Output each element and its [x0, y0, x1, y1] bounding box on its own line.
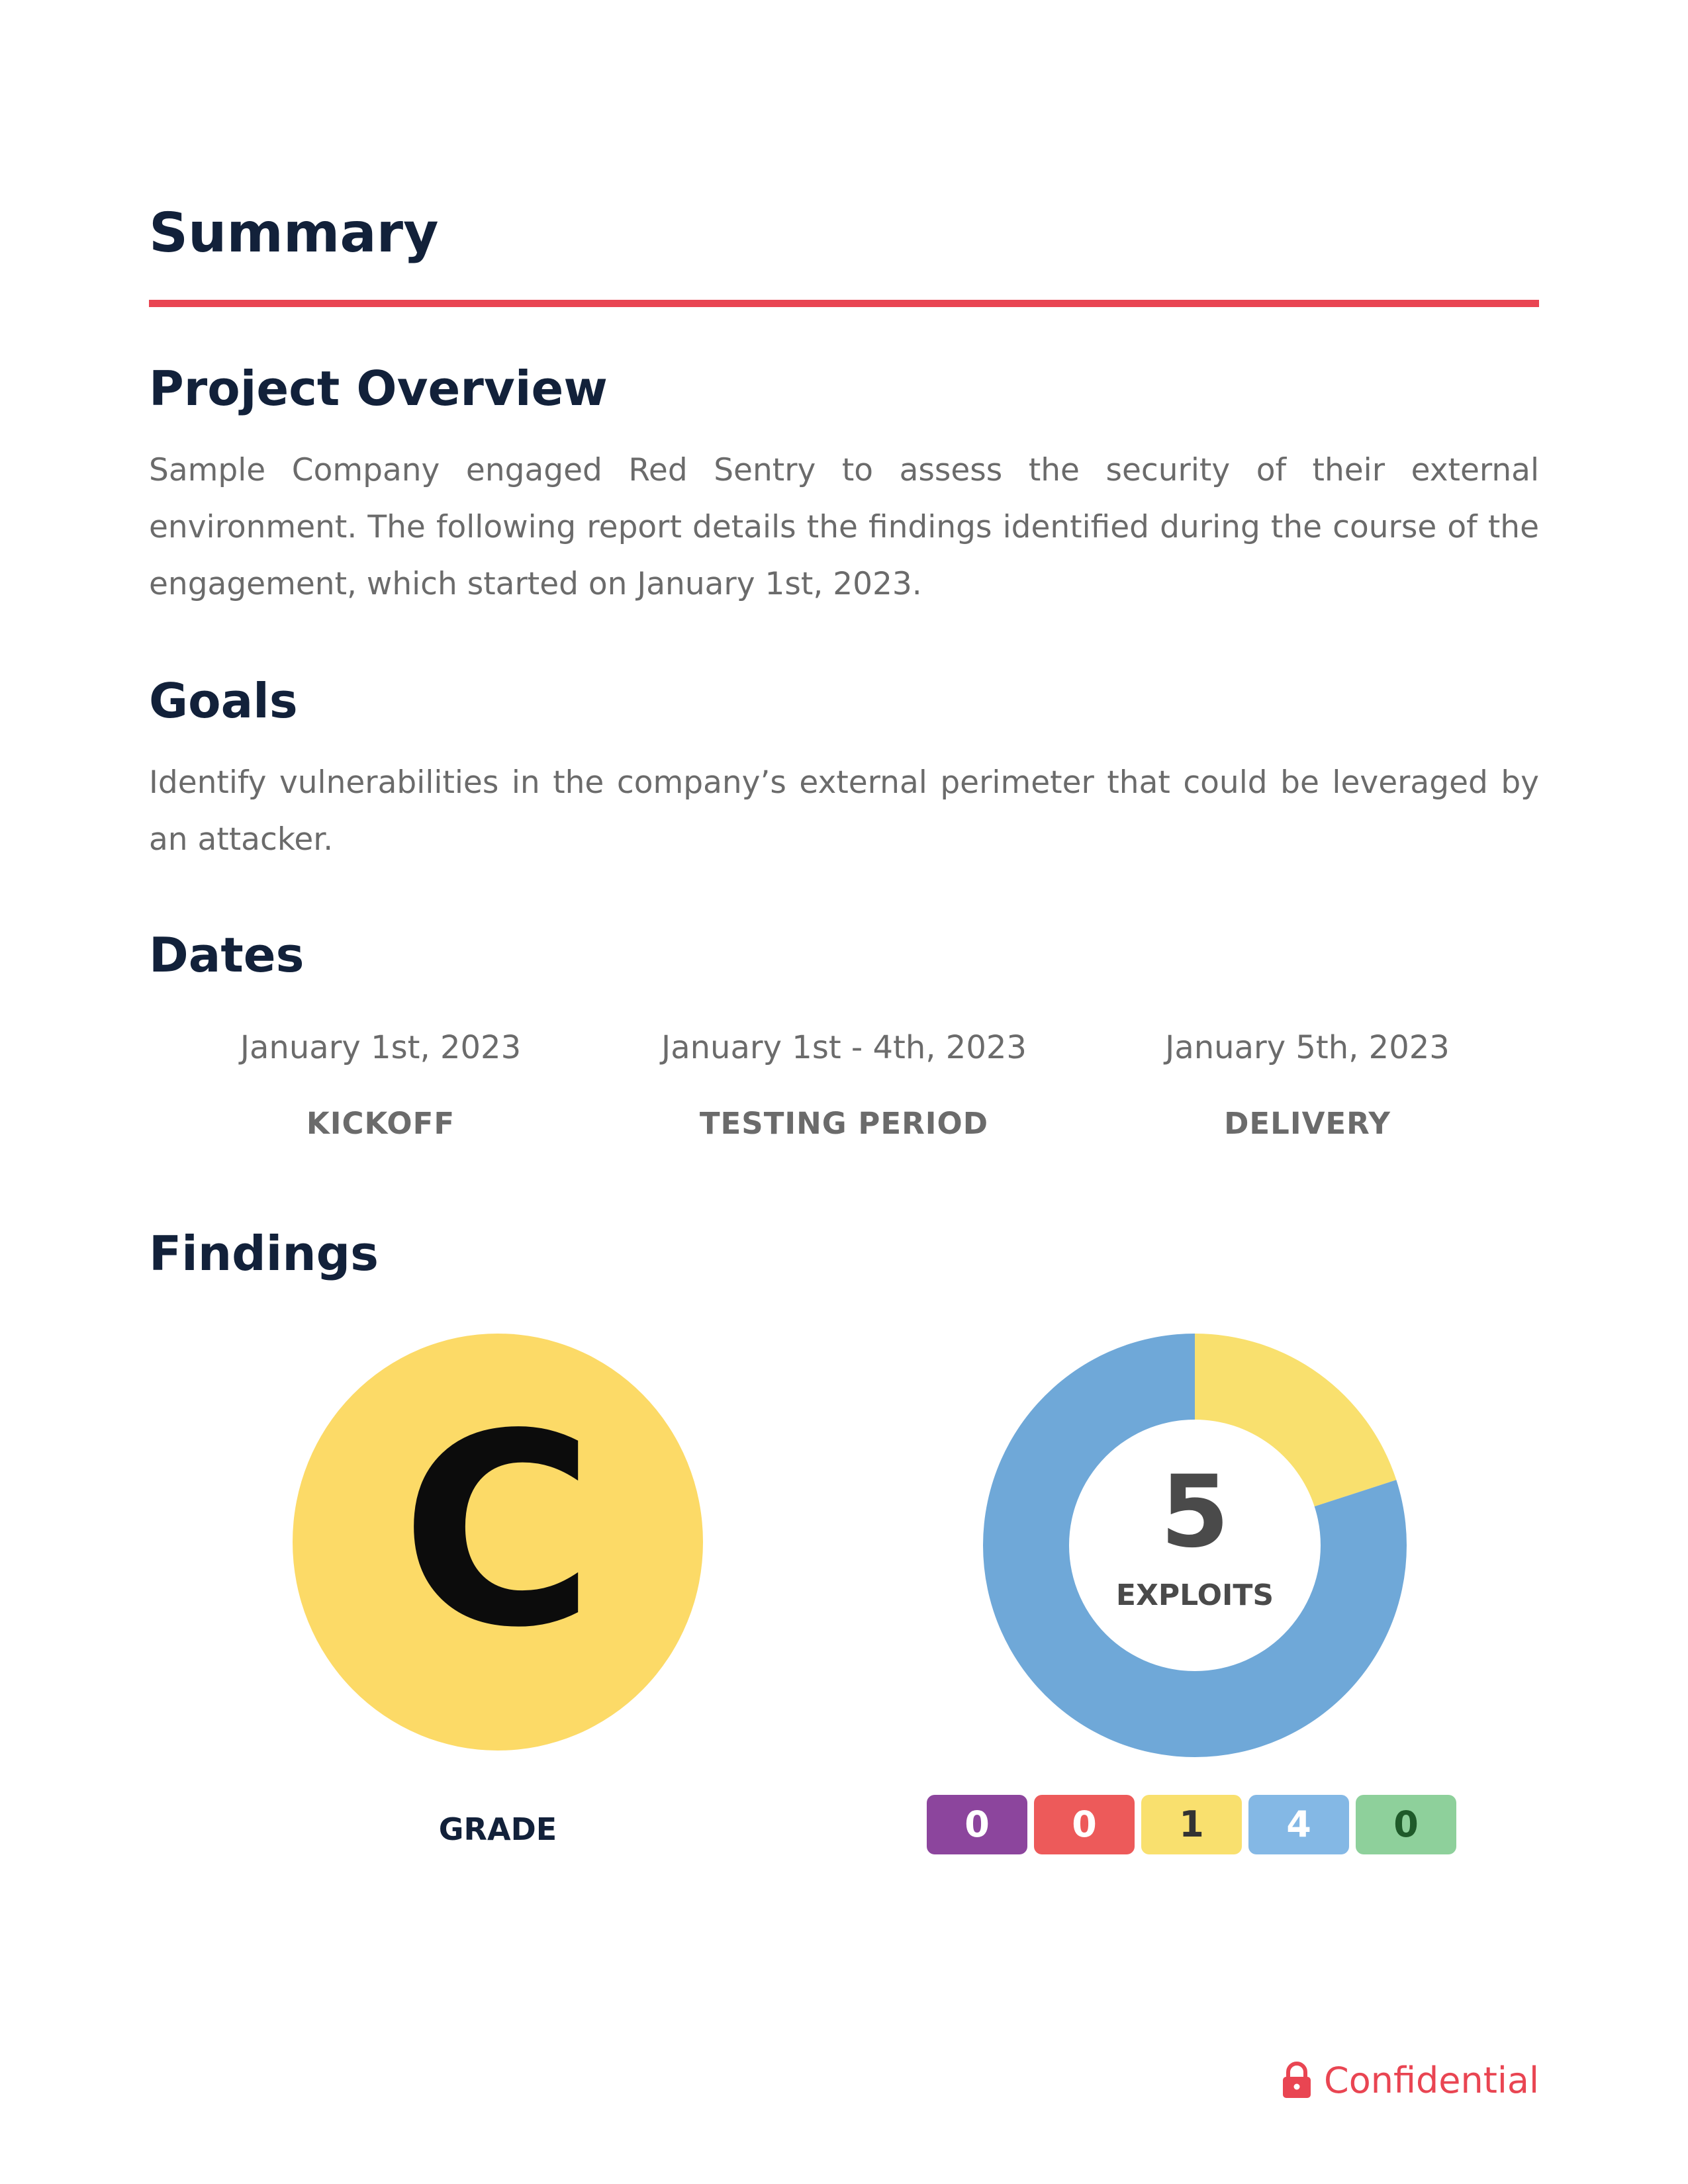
- goals-text: Identify vulnerabilities in the company’s external perimeter that could be leveraged by an attacker.: [149, 764, 1539, 858]
- badge-critical: 0: [927, 1795, 1027, 1854]
- dates-heading: Dates: [149, 927, 305, 983]
- grade-circle: [293, 1334, 703, 1751]
- badge-high: 0: [1034, 1795, 1135, 1854]
- badge-informational: 0: [1356, 1795, 1456, 1854]
- badge-low: 4: [1248, 1795, 1349, 1854]
- confidential-footer: [1282, 2057, 1539, 2103]
- project-overview-heading: Project Overview: [149, 361, 608, 416]
- date-kickoff-label: KICKOFF: [306, 1105, 455, 1141]
- project-overview-text: Sample Company engaged Red Sentry to assess the security of their external environment. The following report details the findings identified during the course of the engagement, which started on January 1st, 2023.: [149, 452, 1539, 602]
- exploits-label: EXPLOITS: [1115, 1578, 1274, 1612]
- exploits-count: 5: [1160, 1455, 1230, 1570]
- date-testing-value: January 1st - 4th, 2023: [661, 1029, 1027, 1066]
- date-delivery-label: DELIVERY: [1224, 1105, 1391, 1141]
- severity-badges: [927, 1795, 1589, 1858]
- grade-letter: C: [400, 1378, 595, 1686]
- confidential-label: Confidential: [1324, 2059, 1539, 2101]
- grade-label: GRADE: [438, 1811, 557, 1847]
- date-testing-period: [645, 1029, 1043, 1141]
- date-delivery: [1109, 1029, 1506, 1141]
- date-testing-label: TESTING PERIOD: [699, 1105, 989, 1141]
- summary-divider: [149, 300, 1539, 307]
- badge-medium: 1: [1141, 1795, 1242, 1854]
- report-page: [149, 0, 1539, 2184]
- date-kickoff: [182, 1029, 579, 1141]
- summary-title: Summary: [149, 202, 439, 265]
- dates-row: [149, 1029, 1539, 1161]
- goals-heading: Goals: [149, 673, 298, 729]
- lock-icon: [1282, 2062, 1312, 2099]
- date-kickoff-value: January 1st, 2023: [240, 1029, 522, 1066]
- findings-heading: Findings: [149, 1226, 379, 1281]
- date-delivery-value: January 5th, 2023: [1165, 1029, 1450, 1066]
